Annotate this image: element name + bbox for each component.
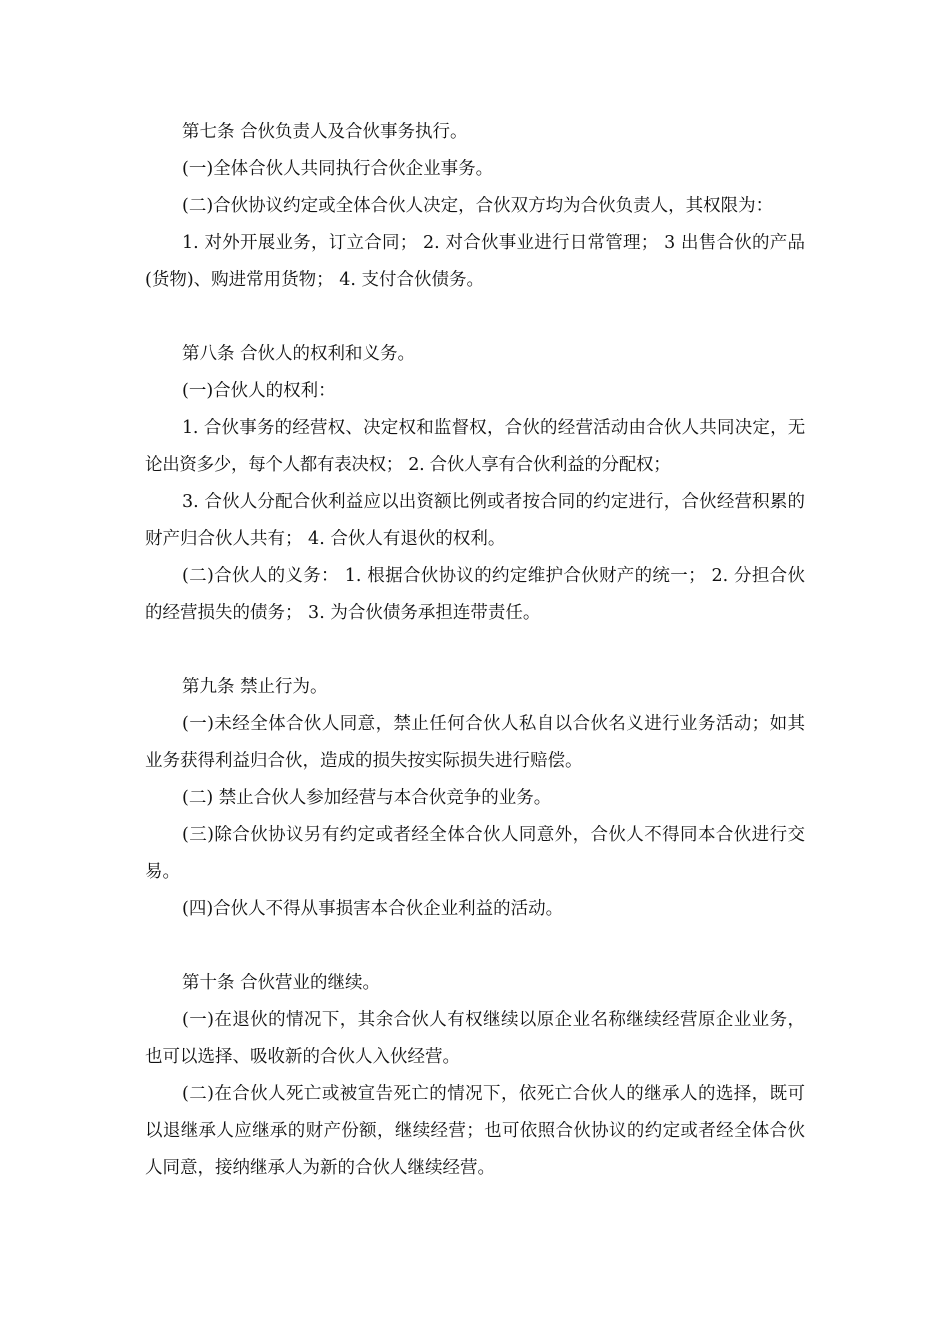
article-9-paragraph: (三)除合伙协议另有约定或者经全体合伙人同意外，合伙人不得同本合伙进行交易。 [145, 825, 805, 882]
article-9-paragraph: (二) 禁止合伙人参加经营与本合伙竞争的业务。 [182, 788, 552, 808]
article-7-paragraph: 1. 对外开展业务，订立合同； 2. 对合伙事业进行日常管理； 3 出售合伙的产品(货物)、购进常用货物； 4. 支付合伙债务。 [145, 233, 805, 290]
article-10-heading: 第十条 合伙营业的继续。 [182, 973, 381, 993]
article-8-paragraph: (一)合伙人的权利： [182, 381, 336, 401]
article-8-paragraph: (二)合伙人的义务： 1. 根据合伙协议的约定维护合伙财产的统一； 2. 分担合伙的经营损失的债务； 3. 为合伙债务承担连带责任。 [145, 566, 805, 623]
article-9-paragraph: (四)合伙人不得从事损害本合伙企业利益的活动。 [182, 899, 564, 919]
article-7-paragraph: (二)合伙协议约定或全体合伙人决定，合伙双方均为合伙负责人，其权限为： [182, 196, 774, 216]
article-9-heading: 第九条 禁止行为。 [182, 677, 328, 697]
section-spacer [145, 632, 805, 669]
article-9-paragraph: (一)未经全体合伙人同意，禁止任何合伙人私自以合伙名义进行业务活动；如其业务获得利益归合伙，造成的损失按实际损失进行赔偿。 [145, 714, 805, 771]
article-8-paragraph: 1. 合伙事务的经营权、决定权和监督权，合伙的经营活动由合伙人共同决定，无论出资多少，每个人都有表决权； 2. 合伙人享有合伙利益的分配权； [145, 418, 805, 475]
article-7-paragraph: (一)全体合伙人共同执行合伙企业事务。 [182, 159, 494, 179]
article-8-heading: 第八条 合伙人的权利和义务。 [182, 344, 416, 364]
article-10-paragraph: (二)在合伙人死亡或被宣告死亡的情况下，依死亡合伙人的继承人的选择，既可以退继承人应继承的财产份额，继续经营；也可依照合伙协议的约定或者经全体合伙人同意，接纳继承人为新的合伙人继续经营。 [145, 1084, 805, 1178]
article-8-paragraph: 3. 合伙人分配合伙利益应以出资额比例或者按合同的约定进行，合伙经营积累的财产归合伙人共有； 4. 合伙人有退伙的权利。 [145, 492, 805, 549]
article-7-heading: 第七条 合伙负责人及合伙事务执行。 [182, 122, 468, 142]
document-page [145, 114, 805, 1187]
article-10-paragraph: (一)在退伙的情况下，其余合伙人有权继续以原企业名称继续经营原企业业务，也可以选择、吸收新的合伙人入伙经营。 [145, 1010, 805, 1067]
section-spacer [145, 299, 805, 336]
section-spacer [145, 928, 805, 965]
